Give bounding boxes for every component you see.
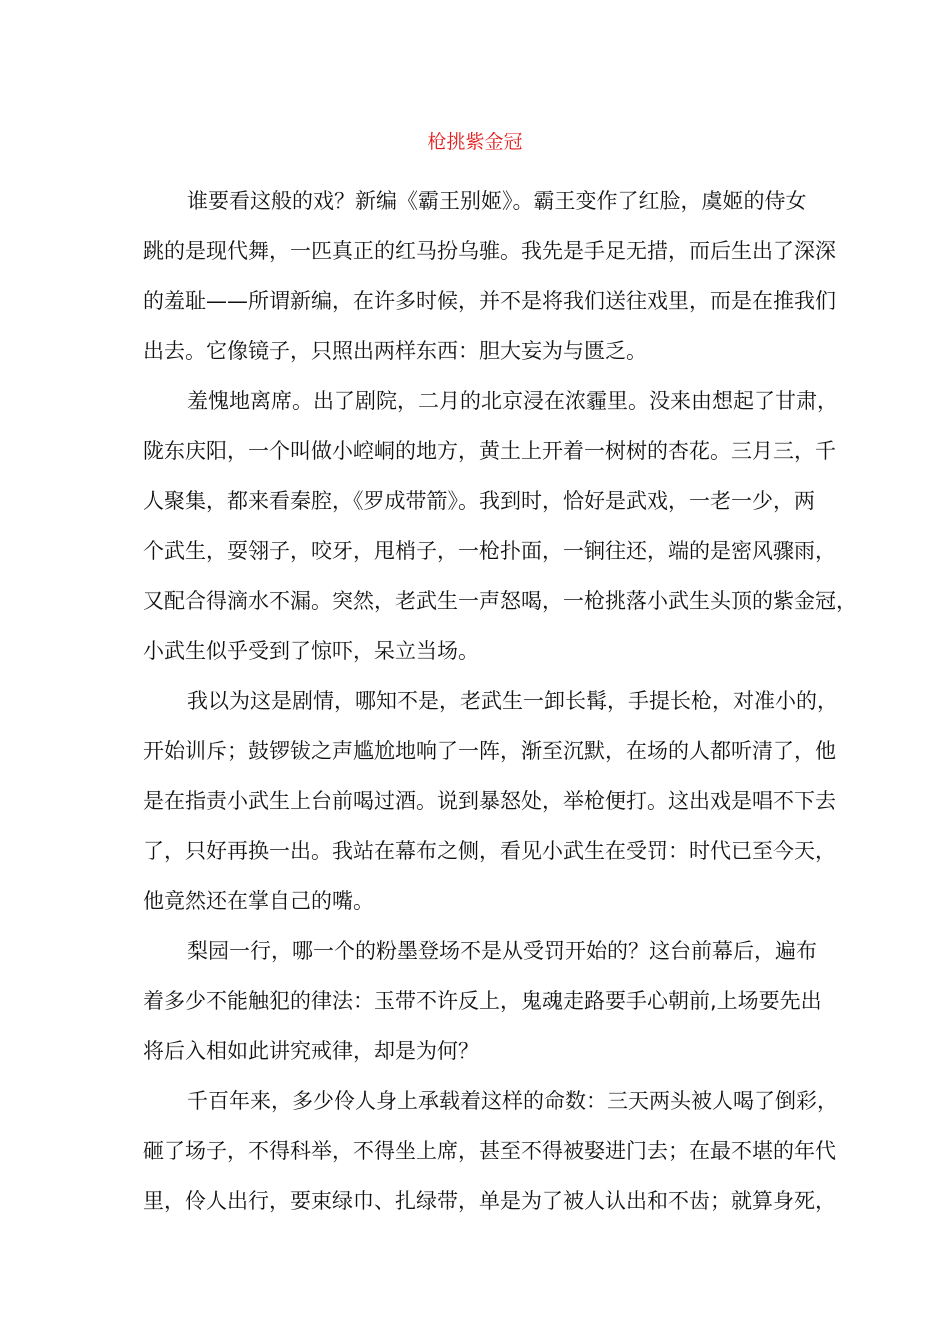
paragraph-line: 千百年来，多少伶人身上承载着这样的命数：三天两头被人喝了倒彩， bbox=[187, 1089, 838, 1113]
paragraph-line: 羞愧地离席。出了剧院，二月的北京浸在浓霾里。没来由想起了甘肃， bbox=[187, 389, 838, 413]
paragraph-line: 陇东庆阳，一个叫做小崆峒的地方，黄土上开着一树树的杏花。三月三，千 bbox=[143, 439, 836, 463]
paragraph-line: 里，伶人出行，要束绿巾、扎绿带，单是为了被人认出和不齿；就算身死， bbox=[143, 1189, 836, 1213]
paragraph-line: 着多少不能触犯的律法：玉带不许反上，鬼魂走路要手心朝前,上场要先出 bbox=[143, 989, 822, 1013]
paragraph-line: 开始训斥；鼓锣钹之声尴尬地响了一阵，渐至沉默，在场的人都听清了，他 bbox=[143, 739, 836, 763]
paragraph-1 bbox=[143, 176, 836, 376]
paragraph-5 bbox=[143, 1076, 838, 1226]
paragraph-line: 又配合得滴水不漏。突然，老武生一声怒喝，一枪挑落小武生头顶的紫金冠， bbox=[143, 589, 857, 613]
paragraph-line: 了，只好再换一出。我站在幕布之侧，看见小武生在受罚：时代已至今天， bbox=[143, 839, 836, 863]
paragraph-line: 是在指责小武生上台前喝过酒。说到暴怒处，举枪便打。这出戏是唱不下去 bbox=[143, 789, 836, 813]
paragraph-line: 跳的是现代舞，一匹真正的红马扮乌骓。我先是手足无措，而后生出了深深 bbox=[143, 239, 836, 263]
paragraph-line: 梨园一行，哪一个的粉墨登场不是从受罚开始的？这台前幕后，遍布 bbox=[187, 939, 817, 963]
paragraph-line: 小武生似乎受到了惊吓，呆立当场。 bbox=[143, 639, 479, 663]
paragraph-line: 砸了场子，不得科举，不得坐上席，甚至不得被娶进门去；在最不堪的年代 bbox=[143, 1139, 836, 1163]
paragraph-line: 的羞耻——所谓新编，在许多时候，并不是将我们送往戏里，而是在推我们 bbox=[143, 289, 836, 313]
paragraph-line: 个武生，耍翎子，咬牙，甩梢子，一枪扑面，一锏往还，端的是密风骤雨， bbox=[143, 539, 836, 563]
paragraph-line: 谁要看这般的戏？新编《霸王别姬》。霸王变作了红脸，虞姬的侍女 bbox=[187, 189, 807, 213]
paragraph-line: 我以为这是剧情，哪知不是，老武生一卸长髯，手提长枪，对准小的， bbox=[187, 689, 838, 713]
document-title: 枪挑紫金冠 bbox=[427, 131, 523, 153]
paragraph-line: 出去。它像镜子，只照出两样东西：胆大妄为与匮乏。 bbox=[143, 339, 647, 363]
paragraph-line: 他竟然还在掌自己的嘴。 bbox=[143, 889, 374, 913]
document-body bbox=[143, 176, 857, 1226]
paragraph-line: 人聚集，都来看秦腔，《罗成带箭》。我到时，恰好是武戏，一老一少，两 bbox=[143, 489, 815, 513]
paragraph-2 bbox=[143, 376, 857, 676]
paragraph-4 bbox=[143, 926, 825, 1076]
paragraph-line: 将后入相如此讲究戒律，却是为何？ bbox=[143, 1039, 479, 1063]
paragraph-3 bbox=[143, 676, 838, 926]
